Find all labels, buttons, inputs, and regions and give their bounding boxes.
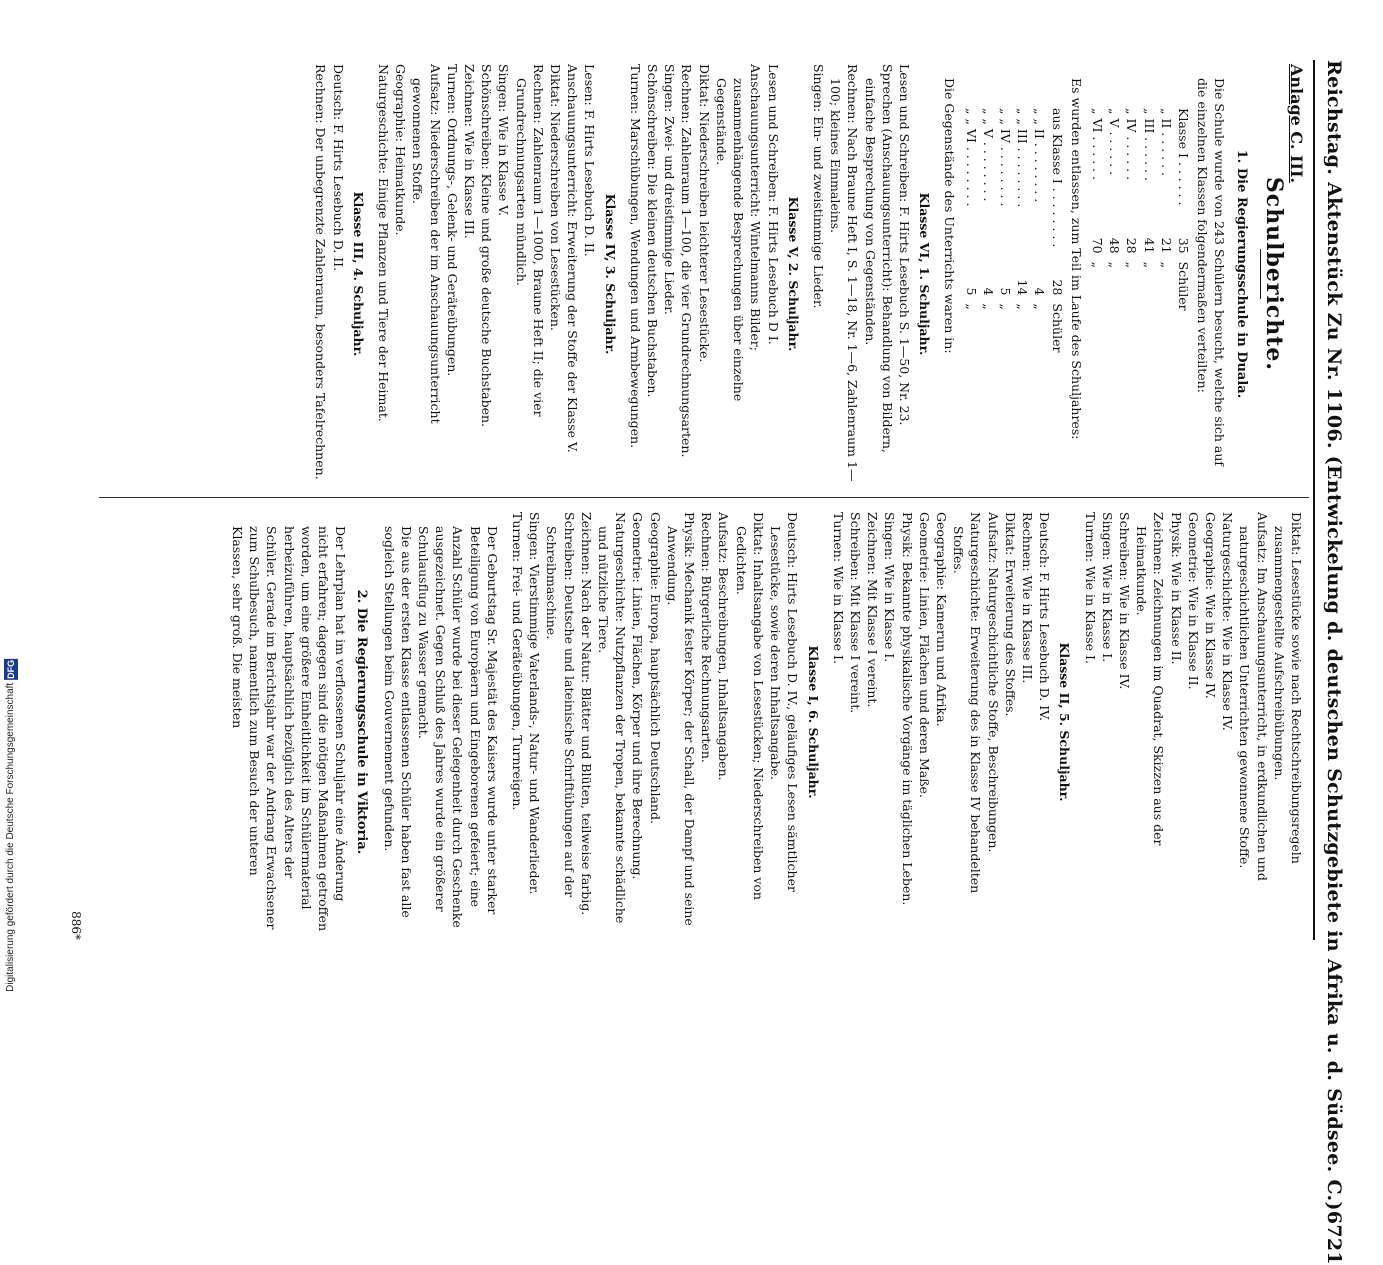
table-row: „ „ III . . . . . . . . 14 „ <box>1015 108 1031 310</box>
table-row: „ „ IV . . . . . . . . 5 „ <box>997 108 1013 310</box>
intro-paragraph: Die Schule wurde von 243 Schülern besucht, welche sich auf die einzelnen Klassen folgendermaßen verteilten: <box>1195 78 1228 466</box>
table-row: „ VI . . . . . . 70 „ <box>1089 108 1105 269</box>
subject-item: Naturgeschichte: Wie in Klasse IV. <box>1220 512 1236 731</box>
subject-item: Rechnen: Bürgerliche Rechnungsarten. <box>699 512 715 763</box>
subject-item: Geographie: Wie in Klasse IV. <box>1202 512 1218 699</box>
subject-item: Rechnen: Der unbegrenzte Zahlenraum, besonders Tafelrechnen. <box>313 64 329 480</box>
subject-item: Diktat: Niederschreiben leichterer Lesestücke. <box>696 64 712 363</box>
entlassen-paragraph: Es wurden entlassen, zum Teil im Laufe des Schuljahres: <box>1068 78 1084 440</box>
subject-item: Rechnen: Nach Braune Heft I, S. 1—18, Nr. 1—6, Zahlenraum 1—100; kleines Einmaleins. <box>828 64 861 482</box>
subject-item: Zeichnen: Mit Klasse I vereint. <box>865 512 881 708</box>
header-title: Reichstag. Aktenstück Zu Nr. 1106. (Entwickelung d. deutschen Schutzgebiete in Afrika u. d. Südsee. C.) <box>1323 60 1345 1211</box>
table-row: „ IV . . . . . . 28 „ <box>1124 108 1140 269</box>
subject-item: Geometrie: Wie in Klasse II. <box>1185 512 1201 690</box>
subject-item: Diktat: Lesestücke sowie nach Rechtschreibungsregeln zusammengestellte Aufschreibübungen. <box>1271 512 1304 864</box>
subject-item: Geographie: Kamerun und Afrika. <box>933 512 949 727</box>
klasse-heading: Klasse V, 2. Schuljahr. <box>785 196 801 352</box>
left-column <box>312 64 1305 484</box>
dfg-logo: DFG <box>6 660 16 680</box>
subject-item: Lesen: F. Hirts Lesebuch D. II. <box>582 64 598 257</box>
subject-item: Geographie: Europa, hauptsächlich Deutschland. <box>647 512 663 824</box>
section-heading: 2. Die Regierungsschule in Viktoria. <box>354 589 370 855</box>
gegenstaende-paragraph: Die Gegenstände des Unterrichts waren in: <box>942 78 958 354</box>
subject-item: Schönschreiben: Die kleinen deutschen Buchstaben. <box>645 64 661 398</box>
subject-item: Geometrie: Linien, Flächen und deren Maße. <box>916 512 932 798</box>
subject-item: Lesen und Schreiben: F. Hirts Lesebuch S. 1—50, Nr. 23. <box>896 64 912 426</box>
subject-item: Physik: Mechanik fester Körper; der Schall, der Dampf und seine Anwendung. <box>664 512 698 926</box>
subject-item: Lesen und Schreiben: F. Hirts Lesebuch D I. <box>765 64 781 345</box>
table-row: Klasse I . . . . . . 35 Schüler <box>1175 108 1191 311</box>
subject-item: Turnen: Marschübungen, Wendungen und Armbewegungen. <box>627 64 643 449</box>
subject-item: Physik: Wie in Klasse II. <box>1168 512 1184 665</box>
subject-item: Rechnen: Zahlenraum 1—1000, Braune Heft II; die vier Grundrechnungsarten mündlich. <box>513 64 546 417</box>
subject-item: Naturgeschichte: Erweiterung des in Klasse IV behandelten Stoffes. <box>951 512 984 894</box>
page-title: Schulberichte. <box>1260 176 1287 372</box>
klasse-heading: Klasse III, 4. Schuljahr. <box>350 191 366 357</box>
subject-item: Anschauungsunterricht: Wintelmanns Bilder; zusammenhängende Besprechungen über einzelne Gegenstände. <box>713 64 764 402</box>
column-divider <box>99 497 1309 498</box>
entlassen-table <box>962 104 1065 356</box>
table-row: „ „ V . . . . . . . . 4 „ <box>980 108 996 310</box>
subject-item: Diktat: Inhaltsangabe von Lesestücken; Niederschreiben von Gedichten. <box>733 512 766 900</box>
klasse-heading: Klasse II, 5. Schuljahr. <box>1057 642 1073 802</box>
klasse-heading: Klasse I, 6. Schuljahr. <box>805 645 821 799</box>
table-row: „ II . . . . . . 21 „ <box>1158 108 1174 269</box>
subject-item: Rechnen: Wie in Klasse III. <box>1019 512 1035 684</box>
subject-item: Deutsch: F. Hirts Lesebuch D. II. <box>330 64 346 272</box>
klasse-heading: Klasse IV, 3. Schuljahr. <box>602 193 618 355</box>
subject-item: Singen: Zwei- und dreistimmige Lieder. <box>662 64 678 315</box>
body-paragraph: Der Geburtstag Sr. Majestät des Kaisers wurde unter starker Beteiligung von Europäern und Eingeborenen gefeiert; eine Anzahl Schüler wurde bei dieser Gelegenheit durch Geschenke ausgezeichnet. Gegen Schluß des Jahres wurde ein größerer Schulausflug zu Wasser gemacht. <box>416 526 500 928</box>
subject-item: Turnen: Wie in Klasse I. <box>1082 512 1098 664</box>
subject-item: Turnen: Frei- und Geräteübungen, Turnreigen. <box>510 512 526 811</box>
anlage-label: Anlage C. III. <box>1287 64 1306 184</box>
subject-item: Singen: Vierstimmige Vaterlands-, Natur- und Wanderlieder. <box>527 512 543 895</box>
page-footer: 886* <box>69 911 83 940</box>
subject-item: Diktat: Niederschreiben von Lesestücken. <box>548 64 564 331</box>
right-column <box>229 512 1305 932</box>
subject-item: Physik: Bekannte physikalische Vorgänge im täglichen Leben. <box>899 512 915 906</box>
subject-item: Singen: Wie in Klasse I. <box>1099 512 1115 663</box>
section-heading: 1. Die Regierungsschule in Duala. <box>1233 149 1249 399</box>
body-paragraph: Die aus der ersten Klasse entlassenen Schüler haben fast alle sogleich Stellungen beim Gouvernement gefunden. <box>381 526 414 918</box>
subject-item: Schreiben: Wie in Klasse IV. <box>1116 512 1132 690</box>
subject-item: Naturgeschichte: Einige Pflanzen und Tiere der Heimat. <box>376 64 392 422</box>
subject-item: Geographie: Heimatkunde. <box>393 64 409 236</box>
subject-item: Zeichnen: Zeichnungen im Quadrat, Skizzen aus der Heimatkunde. <box>1134 512 1167 846</box>
running-header <box>1323 60 1345 1265</box>
subject-item: Aufsatz: Im Anschauungsunterricht, in erdkundlichen und naturgeschichtlichen Unterrichten gewonnene Stoffe. <box>1237 512 1270 881</box>
subject-item: Rechnen: Zahlenraum 1—100, die vier Grundrechnungsarten. <box>679 64 695 458</box>
subject-item: Schreiben: Mit Klasse I vereint. <box>847 512 863 714</box>
digitization-note <box>4 659 16 992</box>
subject-item: Naturgeschichte: Nutzpflanzen der Tropen, bekannte schädliche und nützliche Tiere. <box>596 512 629 924</box>
subject-item: Diktat: Erweiterung des Stoffes. <box>1002 512 1018 717</box>
subject-item: Geometrie: Linien, Flächen, Körper und ihre Berechnung. <box>630 512 646 880</box>
table-row: „ „ VI . . . . . . . . 5 „ <box>963 108 979 310</box>
digitization-text: Digitalisierung gefördert durch die Deutsche Forschungsgemeinschaft <box>5 682 16 992</box>
klasse-heading: Klasse VI, 1. Schuljahr. <box>917 192 933 356</box>
subject-item: Aufsatz: Niederschreiben der im Anschauungsunterricht gewonnenen Stoffe. <box>410 64 443 424</box>
table-row: „ III . . . . . . 41 „ <box>1141 108 1157 269</box>
class-distribution-table <box>1089 104 1192 315</box>
subject-item: Singen: Ein- und zweistimmige Lieder. <box>810 64 826 309</box>
subject-item: Deutsch: Hirts Lesebuch D. IV., geläufiges Lesen sämtlicher Lesestücke, sowie deren Inhaltsangabe. <box>768 512 801 892</box>
subject-item: Deutsch: F. Hirts Lesebuch D. IV. <box>1037 512 1053 721</box>
subject-item: Anschauungsunterricht: Erweiterung der Stoffe der Klasse V. <box>565 64 581 453</box>
body-paragraph: Der Lehrplan hat im verflossenen Schuljahr eine Änderung nicht erfahren; dagegen sind die nötigen Maßnahmen getroffen worden, um eine größere Einheitlichkeit im Schülermaterial herbeizuführen, hauptsächlich bezüglich des Alters der Schüler. Gerade im Berichtsjahr war der Andrang Erwachsener zum Schulbesuch, namentlich zum Besuch der unteren Klassen, sehr groß. Die meisten <box>230 526 349 931</box>
subject-item: Schreiben: Deutsche und lateinische Schriftübungen auf der Schreibmaschine. <box>544 512 577 898</box>
subject-item: Aufsatz: Beschreibungen, Inhaltsangaben. <box>716 512 732 781</box>
header-rule <box>1313 60 1315 940</box>
subject-item: Turnen: Wie in Klasse I. <box>830 512 846 664</box>
subject-item: Zeichnen: Nach der Natur: Blätter und Blüten, teilweise farbig. <box>578 512 594 916</box>
table-row: aus Klasse I . . . . . . . . 28 Schüler <box>1049 108 1065 353</box>
subject-item: Aufsatz: Naturgeschichtliche Stoffe, Beschreibungen. <box>985 512 1001 853</box>
subject-item: Singen: Wie in Klasse I. <box>882 512 898 663</box>
subject-item: Singen: Wie in Klasse V. <box>496 64 512 217</box>
table-row: „ V . . . . . . 48 „ <box>1107 108 1123 269</box>
subject-item: Schönschreiben: Kleine und große deutsche Buchstaben. <box>479 64 495 428</box>
table-row: „ „ II . . . . . . . . 4 „ <box>1032 108 1048 310</box>
page-number: 6721 <box>1323 1210 1345 1265</box>
subject-item: Sprechen (Anschauungsunterricht): Behandlung von Bildern, einfache Besprechung von Gegenständen. <box>862 64 895 453</box>
subject-item: Turnen: Ordnungs-, Gelenk- und Geräteübungen. <box>444 64 460 377</box>
subject-item: Zeichnen: Wie in Klasse III. <box>462 64 478 239</box>
